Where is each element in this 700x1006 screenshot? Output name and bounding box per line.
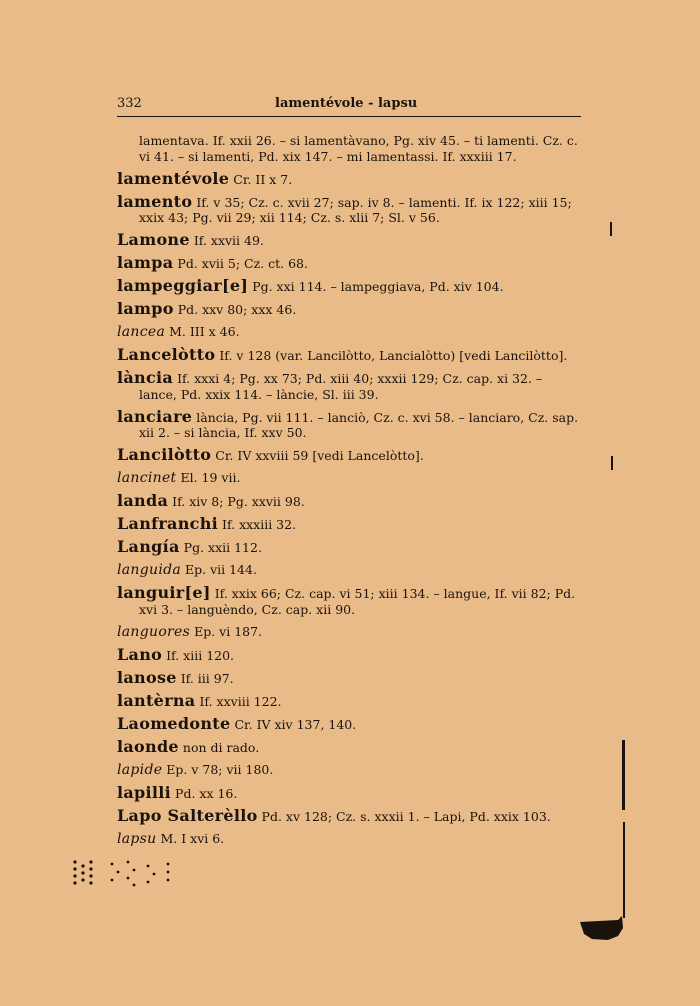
dictionary-entry bbox=[117, 168, 583, 188]
entry-headword: Lamone bbox=[117, 230, 190, 249]
margin-ink-blot bbox=[578, 914, 624, 942]
entry-references: If. xxviii 122. bbox=[199, 693, 282, 709]
dictionary-entry bbox=[117, 447, 583, 464]
dictionary-entry bbox=[117, 255, 583, 272]
entry-references: If. iii 97. bbox=[180, 670, 234, 686]
entry-headword: lancea bbox=[117, 324, 166, 340]
dictionary-entry bbox=[117, 644, 583, 664]
entry-references: Pd. xx 16. bbox=[175, 785, 238, 801]
dictionary-entry bbox=[117, 585, 583, 617]
margin-mark bbox=[610, 222, 612, 236]
dictionary-entry bbox=[117, 406, 583, 441]
running-head: lamentévole - lapsu bbox=[275, 96, 418, 111]
dictionary-entry bbox=[117, 782, 583, 802]
entry-references: Cr. II x 7. bbox=[233, 171, 293, 187]
dictionary-entry bbox=[117, 347, 583, 364]
dictionary-entry bbox=[117, 713, 583, 733]
dictionary-entry bbox=[117, 736, 583, 756]
dictionary-entry bbox=[117, 690, 583, 710]
entry-references: M. I xvi 6. bbox=[160, 830, 225, 846]
dictionary-entry bbox=[117, 232, 583, 249]
dictionary-entry bbox=[117, 562, 583, 579]
dictionary-column bbox=[117, 133, 583, 854]
margin-mark bbox=[611, 456, 613, 470]
entry-references: Pd. xvii 5; Cz. ct. 68. bbox=[177, 256, 308, 271]
dictionary-entry bbox=[117, 539, 583, 556]
entry-headword: lancinet bbox=[117, 470, 177, 486]
page-number: 332 bbox=[117, 96, 142, 111]
entry-headword: Lanfranchi bbox=[117, 514, 219, 533]
dictionary-entry bbox=[117, 762, 583, 779]
entry-headword: lància bbox=[117, 368, 174, 387]
entry-references: lància, Pg. vii 111. – lanciò, Cz. c. xvi 58. – lanciaro, Cz. sap. xii 2. – si lància, If. xxv 50. bbox=[139, 409, 579, 440]
entry-references: Pg. xxii 112. bbox=[183, 540, 262, 555]
entry-references: If. v 35; Cz. c. xvii 27; sap. iv 8. – lamenti. If. ix 122; xiii 15; xxix 43; Pg. vii 29; xii 114; Cz. s. xlii 7; Sl. v 56. bbox=[139, 194, 572, 225]
entry-references: Cr. IV xiv 137, 140. bbox=[234, 716, 357, 732]
entry-headword: Lapo Salterèllo bbox=[117, 805, 258, 825]
page-header bbox=[117, 96, 581, 117]
entry-references: Pd. xxv 80; xxx 46. bbox=[177, 302, 297, 317]
entry-headword: lampa bbox=[117, 253, 174, 272]
entry-references: Pd. xv 128; Cz. s. xxxii 1. – Lapi, Pd. xxix 103. bbox=[261, 808, 551, 824]
entry-headword: Lancilòtto bbox=[117, 445, 212, 464]
entry-headword: lamentévole bbox=[117, 168, 230, 188]
entry-references: If. xxvii 49. bbox=[193, 233, 264, 248]
entry-headword: Langía bbox=[117, 537, 180, 556]
dictionary-entry bbox=[117, 516, 583, 533]
entry-headword: lantèrna bbox=[117, 690, 196, 710]
entry-references: non di rado. bbox=[182, 739, 260, 755]
dictionary-entry bbox=[117, 370, 583, 402]
entry-headword: lampeggiar[e] bbox=[117, 276, 249, 295]
entry-references: Ep. vii 144. bbox=[185, 562, 257, 577]
entry-headword: lapsu bbox=[117, 830, 157, 847]
entry-headword: landa bbox=[117, 491, 169, 510]
dictionary-entry bbox=[117, 624, 583, 641]
entry-headword: laonde bbox=[117, 736, 179, 756]
margin-mark bbox=[622, 740, 625, 810]
dictionary-entry bbox=[117, 667, 583, 687]
entry-references: El. 19 vii. bbox=[180, 470, 241, 485]
continuation-text: lamentava. If. xxii 26. – si lamentàvano, Pg. xiv 45. – ti lamenti. Cz. c. vi 41. – si lamenti, Pd. xix 147. – mi lamentassi. If. xxxiii 17. bbox=[139, 133, 578, 164]
entry-headword: languores bbox=[117, 623, 191, 640]
entry-references: If. xxxi 4; Pg. xx 73; Pd. xiii 40; xxxii 129; Cz. cap. xi 32. – lance, Pd. xxix 114. – làncie, Sl. iii 39. bbox=[139, 371, 543, 402]
dictionary-entry bbox=[117, 805, 583, 825]
entry-references: If. xiv 8; Pg. xxvii 98. bbox=[172, 494, 305, 509]
entry-references: Pg. xxi 114. – lampeggiava, Pd. xiv 104. bbox=[252, 279, 504, 294]
margin-dots bbox=[72, 858, 182, 892]
entry-headword: lamento bbox=[117, 191, 193, 211]
margin-mark bbox=[623, 822, 625, 918]
entry-references: M. III x 46. bbox=[169, 324, 240, 339]
entry-headword: lampo bbox=[117, 299, 174, 318]
entry-headword: languir[e] bbox=[117, 583, 211, 602]
entry-headword: lapide bbox=[117, 761, 163, 778]
dictionary-entry bbox=[117, 324, 583, 341]
dictionary-entry bbox=[117, 278, 583, 295]
entry-headword: lanose bbox=[117, 667, 177, 687]
dictionary-entry bbox=[117, 301, 583, 318]
entry-headword: languida bbox=[117, 562, 182, 578]
entry-references: If. v 128 (var. Lancilòtto, Lancialòtto) [vedi Lancilòtto]. bbox=[219, 348, 568, 363]
dictionary-entry bbox=[117, 493, 583, 510]
entry-references: If. xiii 120. bbox=[166, 647, 235, 663]
dictionary-entry bbox=[117, 831, 583, 848]
entry-references: If. xxxiii 32. bbox=[222, 517, 297, 532]
entry-headword: lapilli bbox=[117, 782, 172, 802]
dictionary-entry bbox=[117, 470, 583, 487]
entry-headword: lanciare bbox=[117, 406, 193, 426]
entry-headword: Lano bbox=[117, 644, 163, 664]
entry-headword: Laomedonte bbox=[117, 713, 231, 733]
entry-references: Cr. IV xxviii 59 [vedi Lancelòtto]. bbox=[215, 448, 424, 463]
entry-headword: Lancelòtto bbox=[117, 345, 216, 364]
dictionary-entry bbox=[117, 191, 583, 226]
entry-references: Ep. v 78; vii 180. bbox=[166, 761, 274, 777]
entry-list bbox=[117, 168, 583, 848]
entry-references: Ep. vi 187. bbox=[194, 623, 263, 639]
entry-references: If. xxix 66; Cz. cap. vi 51; xiii 134. – langue, If. vii 82; Pd. xvi 3. – languèndo, Cz. cap. xii 90. bbox=[139, 586, 576, 617]
